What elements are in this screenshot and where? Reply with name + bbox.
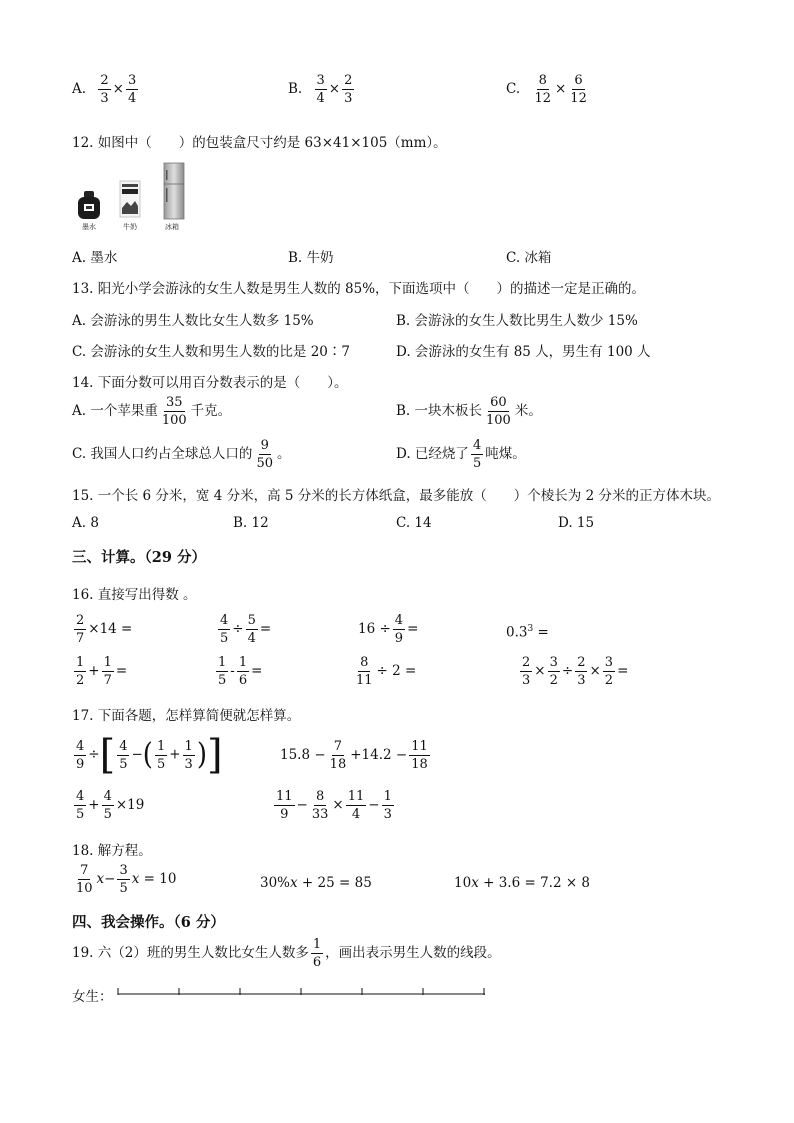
operator: × xyxy=(554,81,567,97)
q19-stem: 19. 六（2）班的男生人数比女生人数多 $\frac{1}{6}$ ，画出表示男生人数的线段。 xyxy=(72,937,501,970)
q17-problem-4: $\frac{11}{9}$ − $\frac{8}{33}$ × $\frac{11}{4}$ − $\frac{1}{3}$ xyxy=(276,789,392,822)
fraction: $\frac{4}{5}$ xyxy=(472,438,482,471)
q12-stem: 12. 如图中（ ）的包装盒尺寸约是 63×41×105（mm）。 xyxy=(72,135,447,151)
q16-expr-6: $\frac{1}{5}$ - $\frac{1}{6}$ = xyxy=(218,655,263,688)
fraction: $\frac{35}{100}$ xyxy=(161,395,187,428)
q16-expr-4: $0.3^3$ = xyxy=(506,624,549,641)
q16-expr-1: $\frac{2}{7}$ ×14 = xyxy=(76,613,133,646)
q14-stem: 14. 下面分数可以用百分数表示的是（ ）。 xyxy=(72,375,348,391)
fraction: $\frac{8}{12}$ xyxy=(534,73,551,106)
q15-stem: 15. 一个长 6 分米，宽 4 分米，高 5 分米的长方体纸盒，最多能放（ ）个棱长为 2 分米的正方体木块。 xyxy=(72,488,720,504)
q11-option-b xyxy=(288,74,356,105)
q14-option-b: B. 一块木板长 $\frac{60}{100}$ 米。 xyxy=(396,395,542,428)
fraction: $\frac{9}{50}$ xyxy=(256,438,273,471)
image-caption: 冰箱 xyxy=(165,223,179,231)
q15-option-d: D. 15 xyxy=(558,515,595,531)
q13-option-c: C. 会游泳的女生人数和男生人数的比是 20∶7 xyxy=(72,344,350,360)
q13-stem: 13. 阳光小学会游泳的女生人数是男生人数的 85%，下面选项中（ ）的描述一定是正确的。 xyxy=(72,281,646,297)
option-label: C. xyxy=(506,81,521,97)
q17-problem-1: $\frac{4}{9}$ ÷[ $\frac{4}{5}$ −( $\frac{1}{5}$ + $\frac{1}{3}$ )] xyxy=(76,732,223,778)
q14-option-c: C. 我国人口约占全球总人口的 $\frac{9}{50}$ 。 xyxy=(72,438,291,471)
q16-stem: 16. 直接写出得数 。 xyxy=(72,587,197,603)
q14-option-a: A. 一个苹果重 $\frac{35}{100}$ 千克。 xyxy=(72,395,232,428)
q17-stem: 17. 下面各题，怎样算简便就怎样算。 xyxy=(72,708,301,724)
q18-equation-2: 30%x + 25 = 85 xyxy=(260,875,372,891)
milk-box-icon xyxy=(119,180,141,218)
option-label: B. xyxy=(288,81,303,97)
q16-expr-7: $\frac{8}{11}$ ÷ 2 = xyxy=(356,655,417,688)
girls-label: 女生： xyxy=(72,989,113,1005)
q16-expr-3: 16 ÷ $\frac{4}{9}$ = xyxy=(358,613,419,646)
fraction: $\frac{3}{4}$ xyxy=(316,73,325,106)
fraction: $\frac{6}{12}$ xyxy=(570,73,587,106)
q16-expr-2: $\frac{4}{5}$ ÷ $\frac{5}{4}$ = xyxy=(220,613,272,646)
girls-segment xyxy=(115,986,490,998)
fridge-icon xyxy=(163,162,185,220)
q18-equation-3: 10x + 3.6 = 7.2 × 8 xyxy=(454,875,591,891)
q11-option-a xyxy=(72,74,140,105)
q13-option-a: A. 会游泳的男生人数比女生人数多 15% xyxy=(72,313,314,329)
fraction: $\frac{3}{4}$ xyxy=(127,73,137,106)
q16-expr-5: $\frac{1}{2}$ + $\frac{1}{7}$ = xyxy=(76,655,128,688)
q12-option-b: B. 牛奶 xyxy=(288,250,334,266)
q12-option-c: C. 冰箱 xyxy=(506,250,552,266)
operator: × xyxy=(328,81,341,97)
q18-equation-1: $\frac{7}{10}$ x− $\frac{3}{5}$ x = 10 xyxy=(76,863,177,896)
fraction: $\frac{2}{3}$ xyxy=(100,73,109,106)
option-label: A. xyxy=(72,81,87,97)
q13-option-d: D. 会游泳的女生有 85 人，男生有 100 人 xyxy=(396,344,651,360)
fraction: $\frac{60}{100}$ xyxy=(486,395,511,428)
q13-option-b: B. 会游泳的女生人数比男生人数少 15% xyxy=(396,313,638,329)
section-title: 三、计算。（29 分） xyxy=(72,549,206,566)
q16-expr-8: $\frac{2}{3}$ × $\frac{3}{2}$ ÷ $\frac{2}{3}$ × $\frac{3}{2}$ = xyxy=(522,655,629,688)
operator: × xyxy=(112,81,124,97)
q17-problem-2: 15.8 − $\frac{7}{18}$ +14.2 − $\frac{11}{18}$ xyxy=(280,739,428,772)
fraction: $\frac{2}{3}$ xyxy=(344,73,353,106)
q12-option-a: A. 墨水 xyxy=(72,250,118,266)
q14-option-d: D. 已经烧了 $\frac{4}{5}$ 吨煤。 xyxy=(396,438,526,471)
q15-option-a: A. 8 xyxy=(72,515,99,531)
q18-stem: 18. 解方程。 xyxy=(72,843,152,859)
q17-problem-3: $\frac{4}{5}$ + $\frac{4}{5}$ ×19 xyxy=(76,789,145,822)
ink-bottle-icon xyxy=(76,190,102,220)
section-title: 四、我会操作。（6 分） xyxy=(72,914,225,931)
q11-option-c xyxy=(506,74,591,105)
image-caption: 牛奶 xyxy=(123,223,137,231)
image-caption: 墨水 xyxy=(82,223,96,231)
q15-option-b: B. 12 xyxy=(233,515,269,531)
q15-option-c: C. 14 xyxy=(396,515,432,531)
